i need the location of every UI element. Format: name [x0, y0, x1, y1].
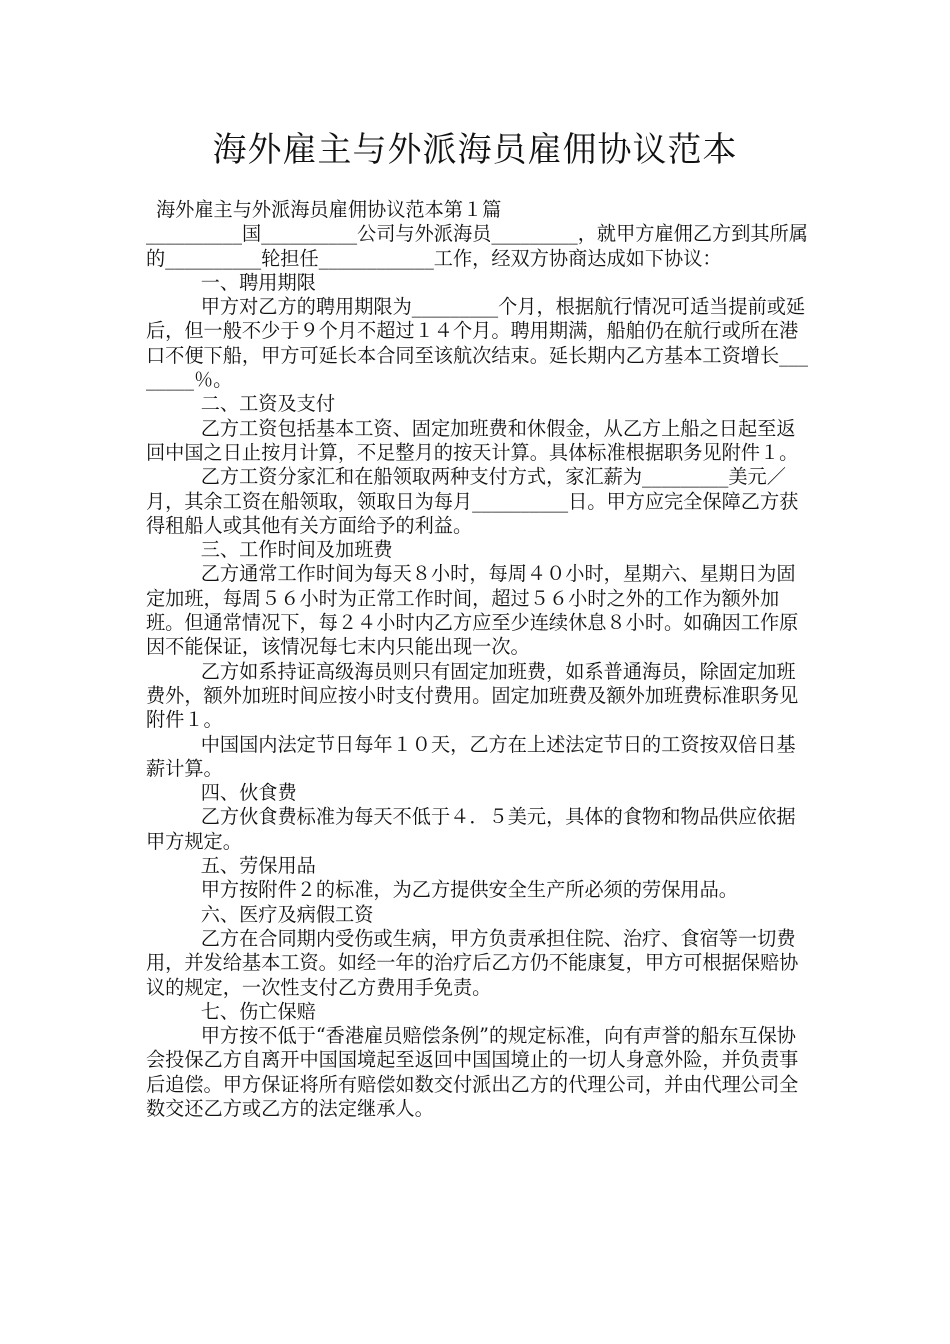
section-heading: 三、工作时间及加班费	[200, 538, 393, 562]
paragraph: 乙方在合同期内受伤或生病，甲方负责承担住院、治疗、食宿等一切费用，并发给基本工资。如经一年的治疗后乙方仍不能康复，甲方可根据保赔协议的规定，一次性支付乙方费用手免责。	[146, 926, 799, 999]
section-heading: 六、医疗及病假工资	[200, 902, 374, 926]
paragraph: 中国国内法定节日每年１０天，乙方在上述法定节日的工资按双倍日基薪计算。	[146, 732, 796, 780]
document-blocks	[146, 222, 811, 1121]
section-heading: 二、工资及支付	[200, 392, 336, 416]
paragraph: 甲方按附件２的标准，为乙方提供安全生产所必须的劳保用品。	[200, 878, 738, 902]
section-heading: 七、伤亡保赔	[200, 999, 316, 1023]
paragraph: 乙方通常工作时间为每天８小时，每周４０小时，星期六、星期日为固定加班，每周５６小时为正常工作时间，超过５６小时之外的工作为额外加班。但通常情况下，每２４小时内乙方应至少连续休息８小时。如确因工作原因不能保证，该情况每七末内只能出现一次。	[146, 562, 799, 659]
section-heading: 一、聘用期限	[200, 270, 316, 294]
paragraph: 乙方工资包括基本工资、固定加班费和休假金，从乙方上船之日起至返回中国之日止按月计算，不足整月的按天计算。具体标准根据职务见附件１。	[146, 416, 799, 464]
paragraph: 乙方伙食费标准为每天不低于４．５美元，具体的食物和物品供应依据甲方规定。	[146, 805, 796, 853]
paragraph: 甲方对乙方的聘用期限为_________个月，根据航行情况可适当提前或延后，但一般不少于９个月不超过１４个月。聘用期满，船舶仍在航行或所在港口不便下船，甲方可延长本合同至该航次结束。延长期内乙方基本工资增长________％。	[146, 295, 808, 392]
paragraph: 甲方按不低于“香港雇员赔偿条例”的规定标准，向有声誉的船东互保协会投保乙方自离开中国国境起至返回中国国境止的一切人身意外险，并负责事后追偿。甲方保证将所有赔偿如数交付派出乙方的代理公司，并由代理公司全数交还乙方或乙方的法定继承人。	[146, 1024, 799, 1120]
document-body	[146, 198, 811, 1121]
section-heading: 五、劳保用品	[200, 854, 316, 878]
document-subtitle: 海外雇主与外派海员雇佣协议范本第１篇	[156, 198, 502, 221]
paragraph: 乙方如系持证高级海员则只有固定加班费，如系普通海员，除固定加班费外，额外加班时间应按小时支付费用。固定加班费及额外加班费标准职务见附件１。	[146, 659, 799, 732]
paragraph: 乙方工资分家汇和在船领取两种支付方式，家汇薪为_________美元／月，其余工资在船领取，领取日为每月__________日。甲方应完全保障乙方获得租船人或其他有关方面给予的利益。	[146, 465, 799, 537]
paragraph: __________国__________公司与外派海员_________，就甲方雇佣乙方到其所属的__________轮担任____________工作，经双方协商达成如下协议：	[146, 222, 808, 270]
section-heading: 四、伙食费	[200, 781, 297, 805]
document-title: 海外雇主与外派海员雇佣协议范本	[212, 130, 738, 170]
